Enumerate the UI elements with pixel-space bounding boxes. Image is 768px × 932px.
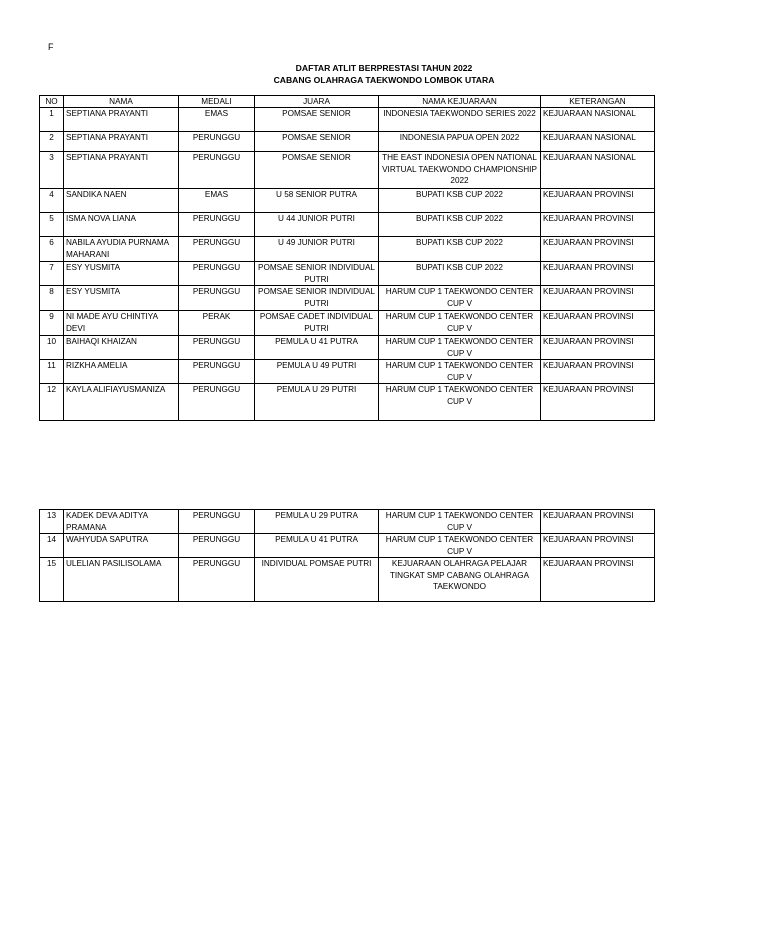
cell-medali: PERAK (179, 311, 255, 336)
corner-mark: F (48, 42, 54, 52)
column-header-nama-kejuaraan: NAMA KEJUARAAN (379, 96, 541, 108)
cell-nama-kejuaraan: HARUM CUP 1 TAEKWONDO CENTER CUP V (379, 311, 541, 336)
cell-keterangan: KEJUARAAN PROVINSI (541, 189, 655, 213)
cell-no: 4 (40, 189, 64, 213)
table-row (40, 510, 655, 534)
table-row (40, 384, 655, 421)
cell-medali: EMAS (179, 108, 255, 132)
cell-nama: SEPTIANA PRAYANTI (64, 152, 179, 189)
cell-juara: PEMULA U 49 PUTRI (255, 360, 379, 384)
cell-medali: PERUNGGU (179, 132, 255, 152)
cell-nama-kejuaraan: HARUM CUP 1 TAEKWONDO CENTER CUP V (379, 384, 541, 421)
table-row (40, 534, 655, 558)
cell-juara: INDIVIDUAL POMSAE PUTRI (255, 558, 379, 602)
cell-keterangan: KEJUARAAN PROVINSI (541, 360, 655, 384)
column-header-medali: MEDALI (179, 96, 255, 108)
cell-juara: U 44 JUNIOR PUTRI (255, 213, 379, 237)
cell-nama-kejuaraan: INDONESIA TAEKWONDO SERIES 2022 (379, 108, 541, 132)
cell-nama-kejuaraan: HARUM CUP 1 TAEKWONDO CENTER CUP V (379, 286, 541, 311)
column-header-juara: JUARA (255, 96, 379, 108)
table-row (40, 336, 655, 360)
cell-nama-kejuaraan: INDONESIA PAPUA OPEN 2022 (379, 132, 541, 152)
cell-medali: PERUNGGU (179, 262, 255, 286)
cell-medali: PERUNGGU (179, 213, 255, 237)
cell-nama: NI MADE AYU CHINTIYA DEVI (64, 311, 179, 336)
table-row (40, 189, 655, 213)
cell-keterangan: KEJUARAAN PROVINSI (541, 262, 655, 286)
cell-keterangan: KEJUARAAN PROVINSI (541, 336, 655, 360)
cell-no: 6 (40, 237, 64, 262)
cell-no: 5 (40, 213, 64, 237)
cell-juara: POMSAE SENIOR INDIVIDUAL PUTRI (255, 286, 379, 311)
cell-juara: POMSAE SENIOR (255, 152, 379, 189)
cell-nama-kejuaraan: BUPATI KSB CUP 2022 (379, 262, 541, 286)
cell-no: 15 (40, 558, 64, 602)
cell-nama: NABILA AYUDIA PURNAMA MAHARANI (64, 237, 179, 262)
cell-medali: PERUNGGU (179, 558, 255, 602)
cell-keterangan: KEJUARAAN NASIONAL (541, 132, 655, 152)
table-row (40, 108, 655, 132)
cell-juara: POMSAE SENIOR (255, 132, 379, 152)
cell-nama-kejuaraan: BUPATI KSB CUP 2022 (379, 189, 541, 213)
title-line-2: CABANG OLAHRAGA TAEKWONDO LOMBOK UTARA (273, 74, 495, 85)
cell-keterangan: KEJUARAAN PROVINSI (541, 384, 655, 421)
cell-no: 2 (40, 132, 64, 152)
cell-nama: KAYLA ALIFIAYUSMANIZA (64, 384, 179, 421)
cell-medali: PERUNGGU (179, 286, 255, 311)
cell-keterangan: KEJUARAAN PROVINSI (541, 213, 655, 237)
cell-medali: PERUNGGU (179, 336, 255, 360)
cell-nama: RIZKHA AMELIA (64, 360, 179, 384)
cell-medali: PERUNGGU (179, 152, 255, 189)
cell-no: 11 (40, 360, 64, 384)
cell-no: 7 (40, 262, 64, 286)
cell-medali: PERUNGGU (179, 360, 255, 384)
athlete-table-part-2 (39, 509, 655, 602)
cell-nama-kejuaraan: BUPATI KSB CUP 2022 (379, 213, 541, 237)
table-row (40, 262, 655, 286)
cell-juara: PEMULA U 41 PUTRA (255, 534, 379, 558)
cell-juara: U 49 JUNIOR PUTRI (255, 237, 379, 262)
cell-no: 9 (40, 311, 64, 336)
column-header-no: NO (40, 96, 64, 108)
cell-nama: ESY YUSMITA (64, 286, 179, 311)
cell-keterangan: KEJUARAAN PROVINSI (541, 534, 655, 558)
cell-keterangan: KEJUARAAN PROVINSI (541, 558, 655, 602)
cell-keterangan: KEJUARAAN PROVINSI (541, 510, 655, 534)
column-header-nama: NAMA (64, 96, 179, 108)
cell-nama: WAHYUDA SAPUTRA (64, 534, 179, 558)
table-row (40, 152, 655, 189)
cell-no: 10 (40, 336, 64, 360)
cell-nama: SEPTIANA PRAYANTI (64, 108, 179, 132)
athlete-table-part-1 (39, 95, 655, 421)
cell-keterangan: KEJUARAAN PROVINSI (541, 237, 655, 262)
cell-juara: PEMULA U 29 PUTRA (255, 510, 379, 534)
title-line-1: DAFTAR ATLIT BERPRESTASI TAHUN 2022 (295, 63, 473, 73)
cell-keterangan: KEJUARAAN NASIONAL (541, 108, 655, 132)
cell-medali: PERUNGGU (179, 237, 255, 262)
cell-keterangan: KEJUARAAN PROVINSI (541, 286, 655, 311)
cell-medali: PERUNGGU (179, 384, 255, 421)
table-row (40, 213, 655, 237)
table-row (40, 558, 655, 602)
cell-nama-kejuaraan: THE EAST INDONESIA OPEN NATIONAL VIRTUAL TAEKWONDO CHAMPIONSHIP 2022 (379, 152, 541, 189)
cell-nama: ESY YUSMITA (64, 262, 179, 286)
cell-nama-kejuaraan: HARUM CUP 1 TAEKWONDO CENTER CUP V (379, 336, 541, 360)
table-row (40, 132, 655, 152)
cell-no: 8 (40, 286, 64, 311)
cell-juara: POMSAE SENIOR INDIVIDUAL PUTRI (255, 262, 379, 286)
table-row (40, 360, 655, 384)
cell-juara: POMSAE SENIOR (255, 108, 379, 132)
cell-nama: KADEK DEVA ADITYA PRAMANA (64, 510, 179, 534)
cell-nama: SANDIKA NAEN (64, 189, 179, 213)
cell-nama: ULELIAN PASILISOLAMA (64, 558, 179, 602)
cell-nama: SEPTIANA PRAYANTI (64, 132, 179, 152)
cell-no: 12 (40, 384, 64, 421)
cell-nama: ISMA NOVA LIANA (64, 213, 179, 237)
table-row (40, 237, 655, 262)
cell-juara: POMSAE CADET INDIVIDUAL PUTRI (255, 311, 379, 336)
cell-no: 3 (40, 152, 64, 189)
cell-nama-kejuaraan: HARUM CUP 1 TAEKWONDO CENTER CUP V (379, 534, 541, 558)
cell-medali: PERUNGGU (179, 534, 255, 558)
column-header-keterangan: KETERANGAN (541, 96, 655, 108)
cell-nama-kejuaraan: BUPATI KSB CUP 2022 (379, 237, 541, 262)
document-title (0, 63, 768, 86)
cell-no: 14 (40, 534, 64, 558)
cell-juara: U 58 SENIOR PUTRA (255, 189, 379, 213)
cell-no: 13 (40, 510, 64, 534)
cell-medali: EMAS (179, 189, 255, 213)
cell-juara: PEMULA U 29 PUTRI (255, 384, 379, 421)
table-row (40, 286, 655, 311)
cell-juara: PEMULA U 41 PUTRA (255, 336, 379, 360)
cell-nama-kejuaraan: HARUM CUP 1 TAEKWONDO CENTER CUP V (379, 510, 541, 534)
cell-medali: PERUNGGU (179, 510, 255, 534)
table-header-row (40, 96, 655, 108)
cell-keterangan: KEJUARAAN NASIONAL (541, 152, 655, 189)
cell-nama-kejuaraan: HARUM CUP 1 TAEKWONDO CENTER CUP V (379, 360, 541, 384)
table-row (40, 311, 655, 336)
cell-nama: BAIHAQI KHAIZAN (64, 336, 179, 360)
cell-keterangan: KEJUARAAN PROVINSI (541, 311, 655, 336)
cell-nama-kejuaraan: KEJUARAAN OLAHRAGA PELAJAR TINGKAT SMP CABANG OLAHRAGA TAEKWONDO (379, 558, 541, 602)
cell-no: 1 (40, 108, 64, 132)
